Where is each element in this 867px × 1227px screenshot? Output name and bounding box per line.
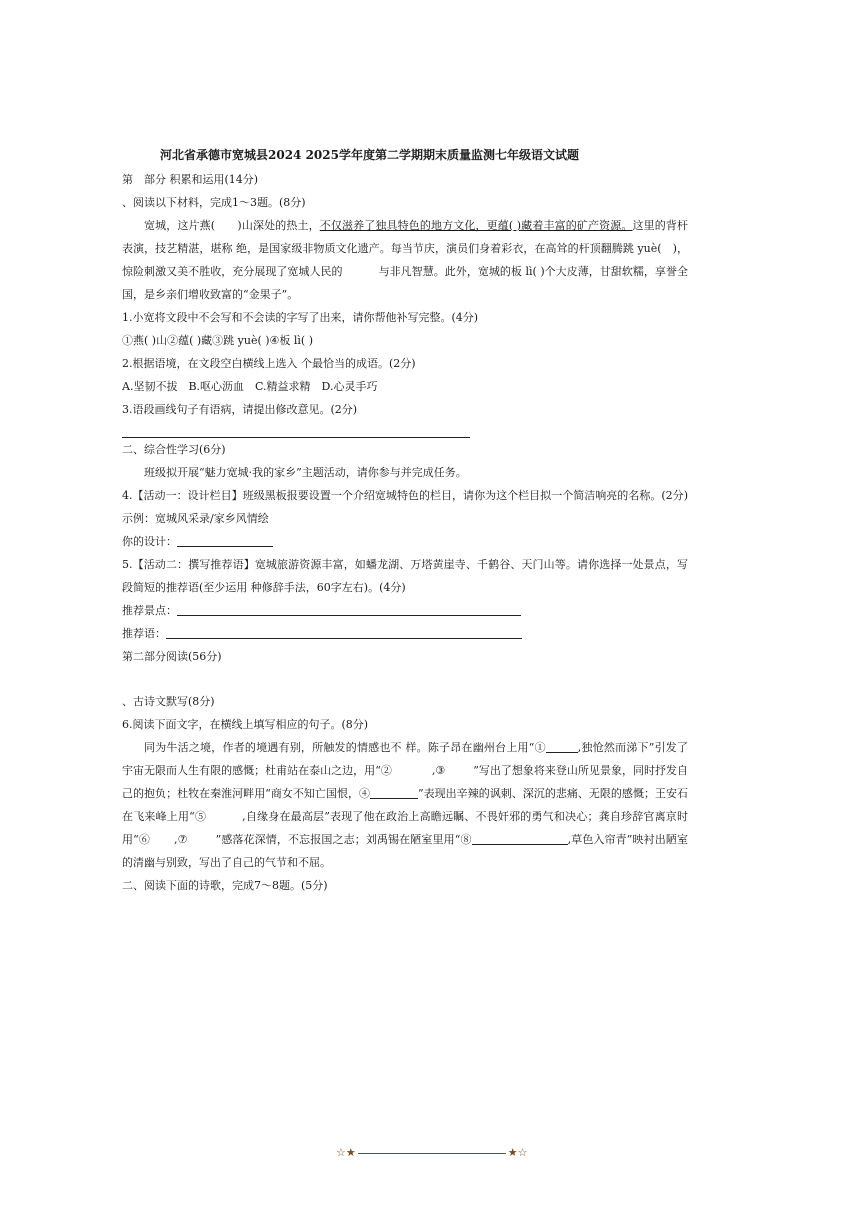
poetry-text-3: ,③ xyxy=(431,764,446,777)
question-1-options: ①燕( )山②蕴( )藏③跳 yuè( )④板 lì( ) xyxy=(122,334,314,347)
part1-heading: 第 部分 积累和运用(14分) xyxy=(122,173,259,186)
poetry-text-7: ,⑦ xyxy=(173,833,188,846)
blank-1[interactable] xyxy=(546,740,578,753)
question-1: 1.小宽将文段中不会写和不会读的字写了出来，请你帮他补写完整。(4分) xyxy=(122,311,479,324)
question-4-answer-label: 你的设计： xyxy=(122,535,177,548)
question-4-answer-line[interactable] xyxy=(177,534,273,547)
poetry-text-6: ,自缘身在最高层”表现了他在政治上高瞻远瞩、不畏奸邪的勇气和决心；龚自珍辞官离京时用“⑥ xyxy=(122,810,688,846)
poetry-text-9: ,草色入帘青”映衬出陋室的清幽与别致，写出了自己的气节和不屈。 xyxy=(122,833,689,869)
blank-8[interactable] xyxy=(472,832,568,845)
blank-4[interactable] xyxy=(370,786,418,799)
poetry-text-8: ”感落花深情，不忘报国之志；刘禹锡在陋室里用“⑧ xyxy=(215,833,472,846)
question-4-answer xyxy=(122,530,688,553)
poetry-text-1: 同为牛活之境，作者的境遇有别，所触发的情感也不 样。陈子昂在幽州台上用“① xyxy=(144,741,546,754)
poetry-text-2: ,独怆然而涕下”引发了宇宙无限而人生有限的感慨；杜甫站在泰山之边，用“② xyxy=(122,741,688,777)
reading-passage xyxy=(122,214,688,306)
footer-stars-right: ★☆ xyxy=(507,1146,528,1159)
question-6: 6.阅读下面文字，在横线上填写相应的句子。(8分) xyxy=(122,718,369,731)
question-5-spot-label: 推荐景点： xyxy=(122,604,177,617)
part2-sec1-heading: 、古诗文默写(8分) xyxy=(122,695,215,708)
question-5-text-label: 推荐语： xyxy=(122,627,166,640)
passage-text-b: 这里的背杆表演，技艺精湛，堪称 绝，是国家级非物质文化遗产。每当节庆，演员们身着彩衣，在高耸的杆顶翻腾跳 yuè( )，惊险刺激又美不胜收，充分展现了宽城人民的 xyxy=(122,219,688,278)
question-4: 4.【活动一：设计栏目】班级黑板报要设置一个介绍宽城特色的栏目，请你为这个栏目拟一个简洁响亮的名称。(2分)示例：宽城风采录/家乡风情绘 xyxy=(122,489,688,525)
question-3-answer-line[interactable] xyxy=(122,421,470,438)
footer-rule xyxy=(358,1153,506,1154)
poetry-text-5: ”表现出辛辣的讽刺、深沉的悲痛、无限的感慨；王安石在飞来峰上用“⑤ xyxy=(122,787,689,823)
page-title: 河北省承德市宽城县2024 2025学年度第二学期期末质量监测七年级语文试题 xyxy=(160,148,579,162)
poetry-text-4: ”写出了想象将来登山所见景象，同时抒发自己的抱负；杜牧在秦淮河畔用“商女不知亡国恨，④ xyxy=(122,764,689,800)
page-footer xyxy=(336,1146,536,1159)
question-5-spot xyxy=(122,599,688,622)
sec2-heading: 二、综合性学习(6分) xyxy=(122,443,226,456)
question-5-spot-line[interactable] xyxy=(177,603,521,616)
question-3: 3.语段画线句子有语病，请提出修改意见。(2分) xyxy=(122,403,358,416)
part2-heading: 第二部分阅读(56分) xyxy=(122,650,222,663)
question-5-text-line[interactable] xyxy=(166,626,522,639)
poetry-passage xyxy=(122,736,688,874)
footer-stars-left: ☆★ xyxy=(336,1146,356,1159)
part2-sec2-heading: 二、阅读下面的诗歌，完成7～8题。(5分) xyxy=(122,879,328,892)
question-2-options: A.坚韧不拔 B.呕心沥血 C.精益求精 D.心灵手巧 xyxy=(122,380,378,393)
sec1-heading: 、阅读以下材料，完成1～3题。(8分) xyxy=(122,196,306,209)
passage-text-a: 宽城，这片燕( )山深处的热土， xyxy=(144,219,320,232)
exam-content xyxy=(122,168,688,897)
question-5-text xyxy=(122,622,688,645)
question-2: 2.根据语境，在文段空白横线上选入 个最恰当的成语。(2分) xyxy=(122,357,416,370)
activity-intro: 班级拟开展“魅力宽城·我的家乡”主题活动，请你参与并完成任务。 xyxy=(144,466,467,479)
question-5: 5.【活动二：撰写推荐语】宽城旅游资源丰富，如蟠龙湖、万塔黄崖寺、千鹤谷、天门山等。请你选择一处景点，写 段简短的推荐语(至少运用 种修辞手法，60字左右)。(4分) xyxy=(122,558,688,594)
passage-text-c: 与非凡智慧。此外，宽城的板 lì( )个大皮薄，甘甜软糯，享誉全国，是乡亲们增收致富的“金果子”。 xyxy=(122,265,688,301)
passage-underlined-sentence: 不仅滋养了独具特色的地方文化，更蕴( )藏着丰富的矿产资源。 xyxy=(319,219,633,232)
